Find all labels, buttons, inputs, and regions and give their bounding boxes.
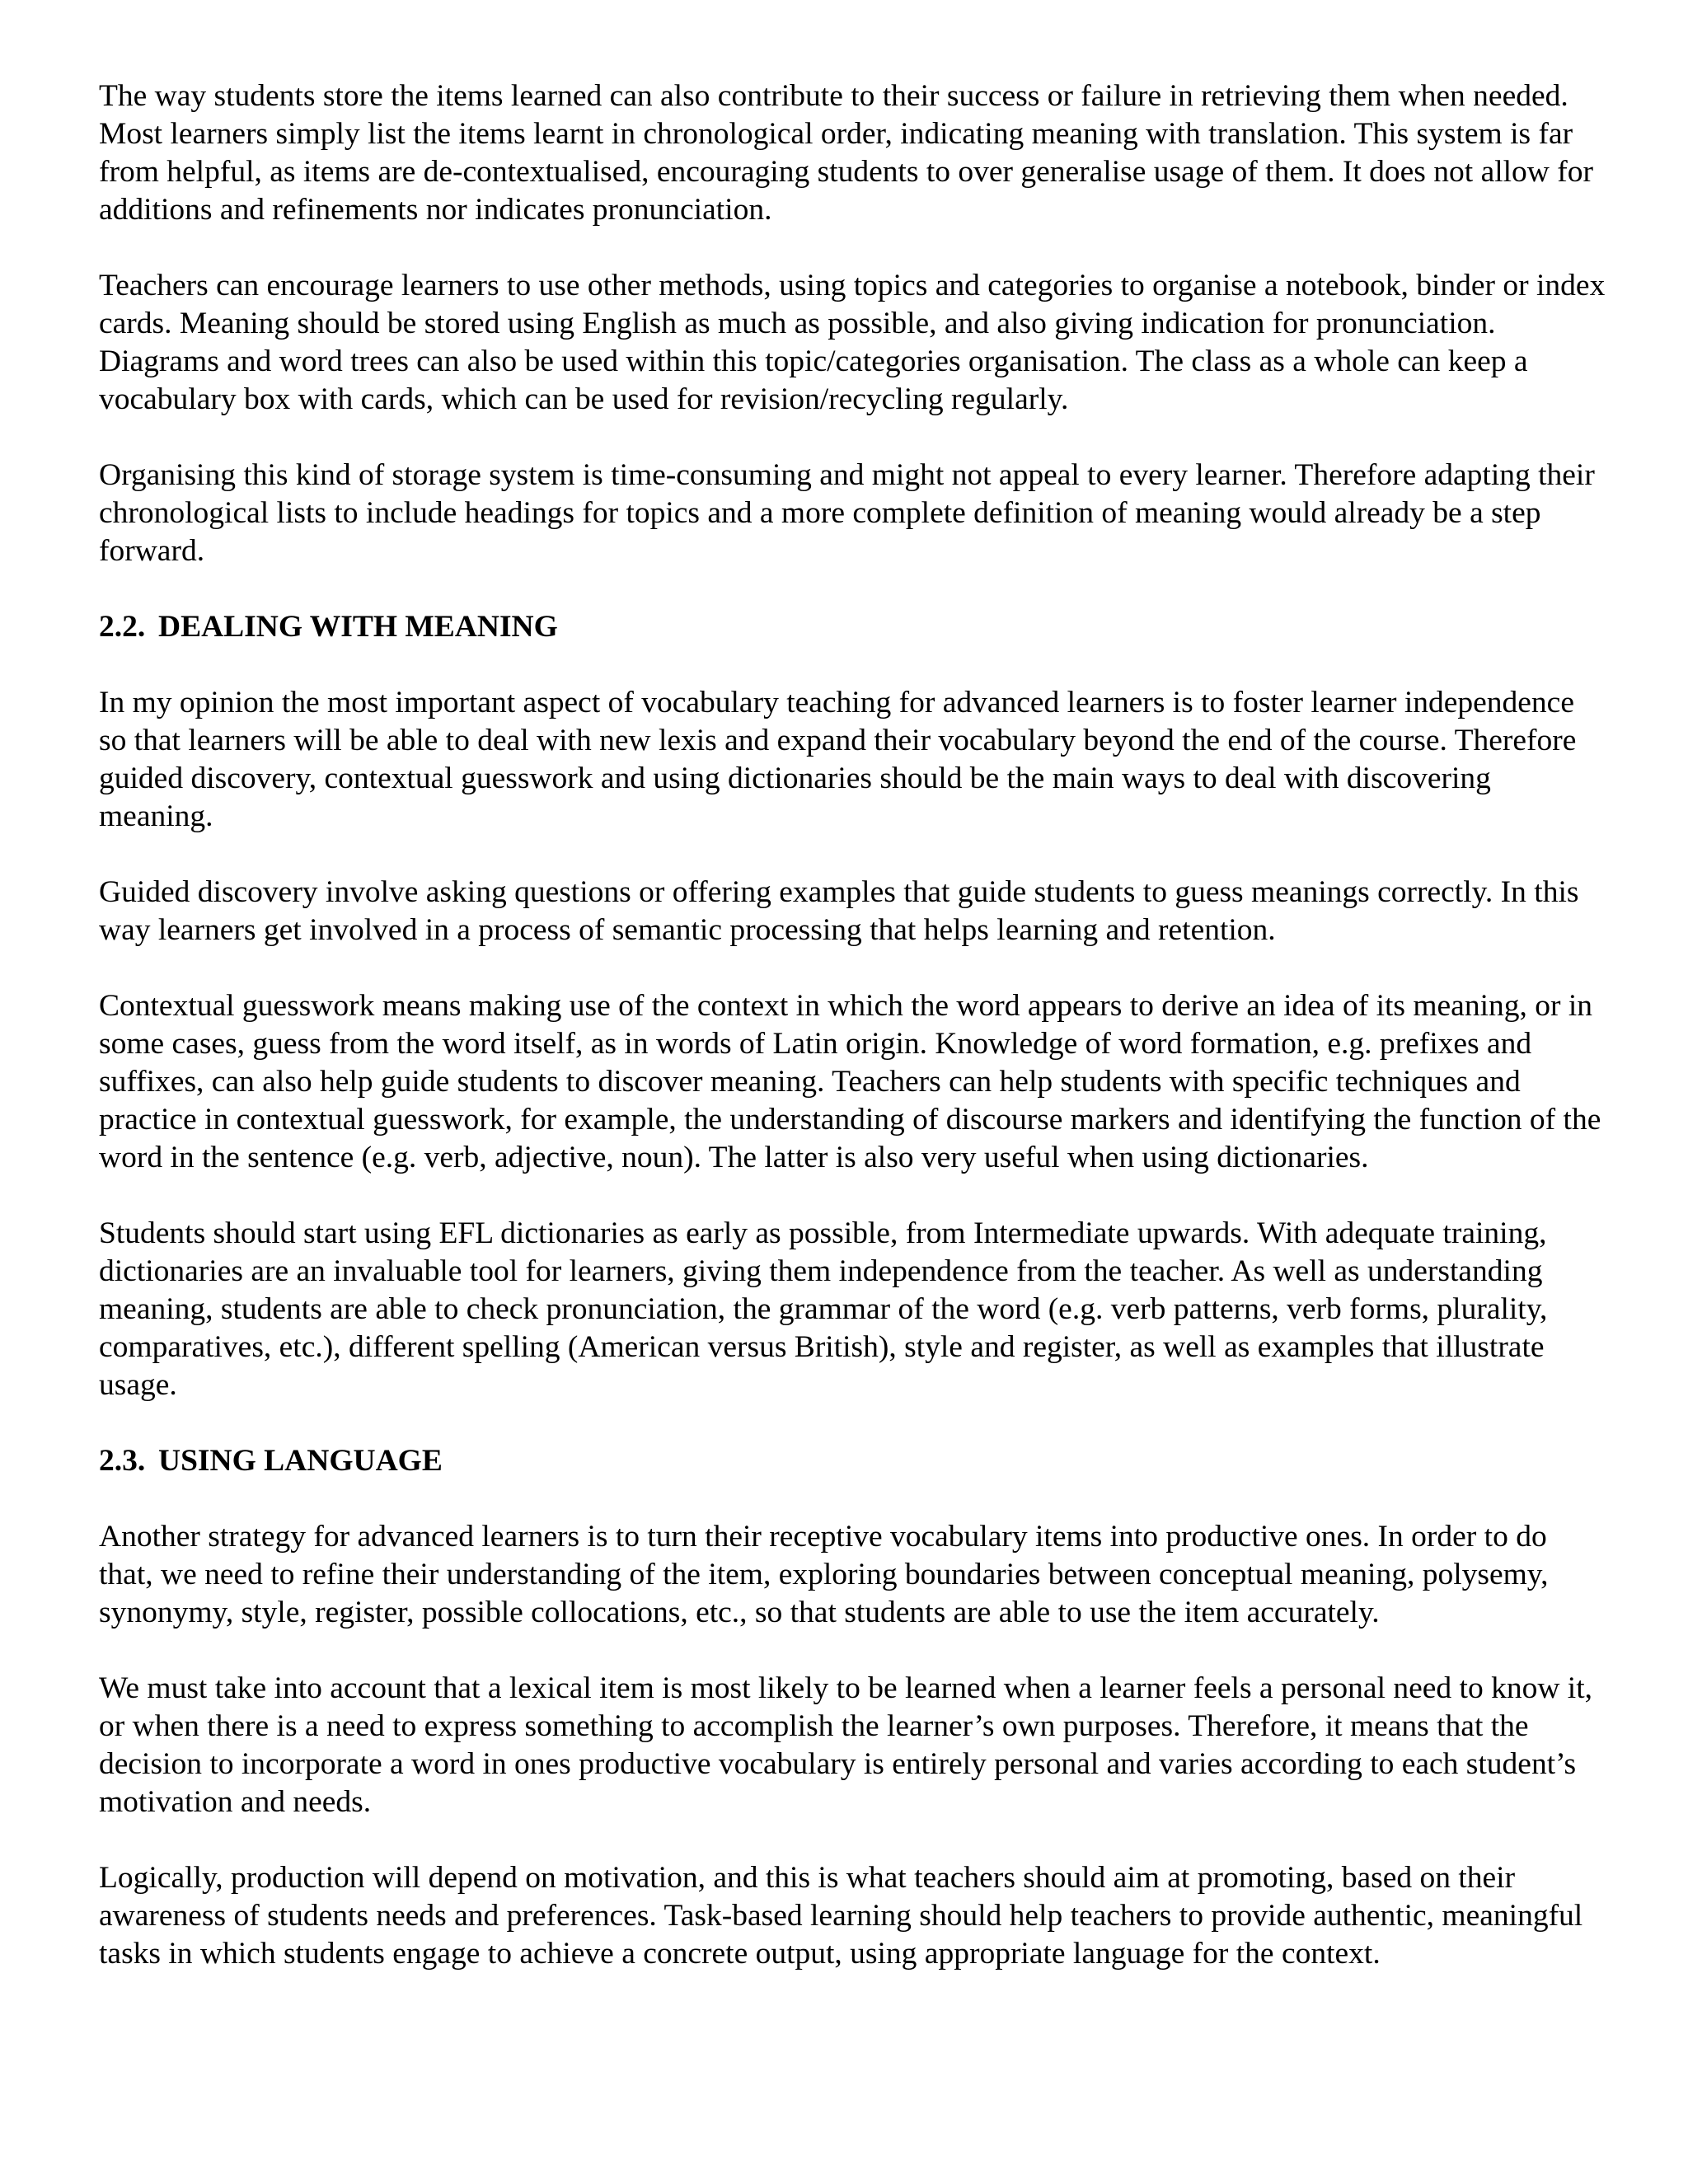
paragraph-storage-methods: The way students store the items learned can also contribute to their success or failure in retrieving them when needed. Most learners simply list the items learnt in chronological order, indicating meaning with translation. This system is far from helpful, as items are de-contextualised, encouraging students to over generalise usage of them. It does not allow for additions and refinements nor indicates pronunciation. <box>99 79 1593 227</box>
paragraph-organisation-methods: Teachers can encourage learners to use other methods, using topics and categories to organise a notebook, binder or index cards. Meaning should be stored using English as much as possible, and also giving indication for pronunciation. Diagrams and word trees can also be used within this topic/categories organisation. The class as a whole can keep a vocabulary box with cards, which can be used for revision/recycling regularly. <box>99 269 1606 416</box>
paragraph-motivation: Logically, production will depend on motivation, and this is what teachers should aim at promoting, based on their awareness of students needs and preferences. Task-based learning should help teachers to provide authentic, meaningful tasks in which students engage to achieve a concrete output, using appropriate language for the context. <box>99 1861 1583 1971</box>
paragraph-contextual-guesswork: Contextual guesswork means making use of the context in which the word appears to derive an idea of its meaning, or in some cases, guess from the word itself, as in words of Latin origin. Knowledge of word formation, e.g. prefixes and suffixes, can also help guide students to discover meaning. Teachers can help students with specific techniques and practice in contextual guesswork, for example, the understanding of discourse markers and identifying the function of the word in the sentence (e.g. verb, adjective, noun). The latter is also very useful when using dictionaries. <box>99 989 1601 1174</box>
section-title: USING LANGUAGE <box>158 1444 443 1478</box>
paragraph-receptive-to-productive: Another strategy for advanced learners is to turn their receptive vocabulary items into productive ones. In order to do that, we need to refine their understanding of the item, exploring boundaries between conceptual meaning, polysemy, synonymy, style, register, possible collocations, etc., so that students are able to use the item accurately. <box>99 1520 1549 1629</box>
document-page <box>99 77 1607 2011</box>
paragraph-personal-need: We must take into account that a lexical item is most likely to be learned when a learner feels a personal need to know it, or when there is a need to express something to accomplish the learner’s own purposes. Therefore, it means that the decision to incorporate a word in ones productive vocabulary is entirely personal and varies according to each student’s motivation and needs. <box>99 1671 1592 1819</box>
paragraph-storage-adaptation: Organising this kind of storage system is time-consuming and might not appeal to every learner. Therefore adapting their chronological lists to include headings for topics and a more complete definition of meaning would already be a step forward. <box>99 458 1595 568</box>
section-number: 2.2. <box>99 610 146 644</box>
section-title: DEALING WITH MEANING <box>158 610 558 644</box>
section-heading-using-language <box>99 1442 1607 1480</box>
paragraph-dictionaries: Students should start using EFL dictionaries as early as possible, from Intermediate upwards. With adequate training, dictionaries are an invaluable tool for learners, giving them independence from the teacher. As well as understanding meaning, students are able to check pronunciation, the grammar of the word (e.g. verb patterns, verb forms, plurality, comparatives, etc.), different spelling (American versus British), style and register, as well as examples that illustrate usage. <box>99 1216 1548 1402</box>
section-number: 2.3. <box>99 1444 146 1478</box>
section-heading-dealing-with-meaning <box>99 608 1607 646</box>
paragraph-learner-independence: In my opinion the most important aspect of vocabulary teaching for advanced learners is to foster learner independence so that learners will be able to deal with new lexis and expand their vocabulary beyond the end of the course. Therefore guided discovery, contextual guesswork and using dictionaries should be the main ways to deal with discovering meaning. <box>99 686 1577 833</box>
paragraph-guided-discovery: Guided discovery involve asking questions or offering examples that guide students to guess meanings correctly. In this way learners get involved in a process of semantic processing that helps learning and retention. <box>99 875 1579 947</box>
